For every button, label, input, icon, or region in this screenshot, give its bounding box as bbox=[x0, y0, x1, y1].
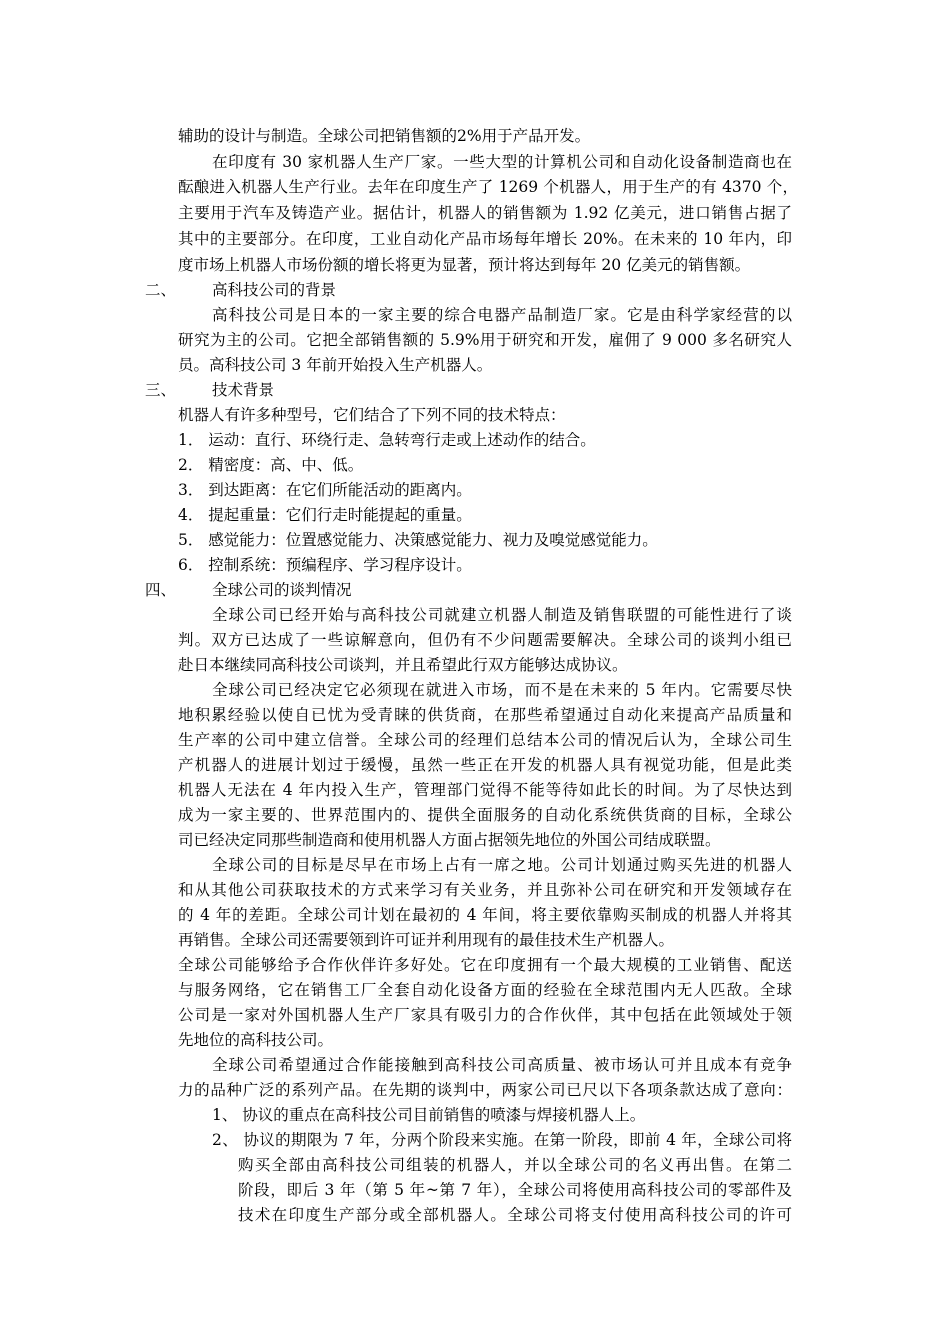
text-line: 成为一家主要的、世界范围内的、提供全面服务的自动化系统供货商的目标，全球公 bbox=[178, 806, 792, 824]
text-line: 判。双方已达成了一些谅解意向，但仍有不少问题需要解决。全球公司的谈判小组已 bbox=[178, 631, 792, 649]
section-number: 二、 bbox=[145, 281, 177, 299]
list-item: 2． 精密度：高、中、低。 bbox=[178, 456, 364, 474]
section-heading: 全球公司的谈判情况 bbox=[212, 581, 352, 599]
text-line: 公司是一家对外国机器人生产厂家具有吸引力的合作伙伴，其中包括在此领域处于领 bbox=[178, 1006, 792, 1024]
text-line: 技术在印度生产部分或全部机器人。全球公司将支付使用高科技公司的许可 bbox=[238, 1206, 792, 1224]
text-line: 高科技公司是日本的一家主要的综合电器产品制造厂家。它是由科学家经营的以 bbox=[212, 306, 792, 324]
text-line: 全球公司已经开始与高科技公司就建立机器人制造及销售联盟的可能性进行了谈 bbox=[212, 606, 792, 624]
text-line: 生产率的公司中建立信誉。全球公司的经理们总结本公司的情况后认为，全球公司生 bbox=[178, 731, 792, 749]
list-item: 3． 到达距离：在它们所能活动的距离内。 bbox=[178, 481, 472, 499]
text-line: 研究为主的公司。它把全部销售额的 5.9%用于研究和开发，雇佣了 9 000 多名研究人 bbox=[178, 331, 792, 349]
text-line: 机器人有许多种型号，它们结合了下列不同的技术特点： bbox=[178, 406, 566, 424]
text-line: 购买全部由高科技公司组装的机器人，并以全球公司的名义再出售。在第二 bbox=[238, 1156, 792, 1174]
text-line: 在印度有 30 家机器人生产厂家。一些大型的计算机公司和自动化设备制造商也在 bbox=[212, 153, 792, 171]
list-item: 2、 协议的期限为 7 年，分两个阶段来实施。在第一阶段，即前 4 年，全球公司将 bbox=[212, 1131, 792, 1149]
section-heading: 高科技公司的背景 bbox=[212, 281, 337, 299]
text-line: 司已经决定同那些制造商和使用机器人方面占据领先地位的外国公司结成联盟。 bbox=[178, 831, 721, 849]
text-line: 度市场上机器人市场份额的增长将更为显著，预计将达到每年 20 亿美元的销售额。 bbox=[178, 256, 751, 274]
text-line: 其中的主要部分。在印度，工业自动化产品市场每年增长 20%。在未来的 10 年内，印 bbox=[178, 230, 792, 248]
text-line: 先地位的高科技公司。 bbox=[178, 1031, 334, 1049]
text-line: 员。高科技公司 3 年前开始投入生产机器人。 bbox=[178, 356, 493, 374]
section-heading: 技术背景 bbox=[212, 381, 275, 399]
text-line: 全球公司已经决定它必须现在就进入市场，而不是在未来的 5 年内。它需要尽快 bbox=[212, 681, 792, 699]
text-line: 和从其他公司获取技术的方式来学习有关业务，并且弥补公司在研究和开发领域存在 bbox=[178, 881, 792, 899]
section-number: 三、 bbox=[145, 381, 177, 399]
list-item: 6． 控制系统：预编程序、学习程序设计。 bbox=[178, 556, 472, 574]
text-line: 产机器人的进展计划过于缓慢，虽然一些正在开发的机器人具有视觉功能，但是此类 bbox=[178, 756, 792, 774]
text-line: 阶段，即后 3 年（第 5 年~第 7 年），全球公司将使用高科技公司的零部件及 bbox=[238, 1181, 792, 1199]
text-line: 主要用于汽车及铸造产业。据估计，机器人的销售额为 1.92 亿美元，进口销售占据了 bbox=[178, 204, 792, 222]
section-number: 四、 bbox=[145, 581, 177, 599]
text-line: 辅助的设计与制造。全球公司把销售额的2%用于产品开发。 bbox=[178, 127, 591, 145]
list-item: 5． 感觉能力：位置感觉能力、决策感觉能力、视力及嗅觉感觉能力。 bbox=[178, 531, 658, 549]
text-line: 酝酿进入机器人生产行业。去年在印度生产了 1269 个机器人，用于生产的有 4370 个， bbox=[178, 178, 798, 196]
text-line: 全球公司能够给予合作伙伴许多好处。它在印度拥有一个最大规模的工业销售、配送 bbox=[178, 956, 792, 974]
list-item: 1． 运动：直行、环绕行走、急转弯行走或上述动作的结合。 bbox=[178, 431, 596, 449]
list-item: 1、 协议的重点在高科技公司目前销售的喷漆与焊接机器人上。 bbox=[212, 1106, 646, 1124]
text-line: 的 4 年的差距。全球公司计划在最初的 4 年间，将主要依靠购买制成的机器人并将其 bbox=[178, 906, 792, 924]
list-item: 4． 提起重量：它们行走时能提起的重量。 bbox=[178, 506, 472, 524]
text-line: 与服务网络，它在销售工厂全套自动化设备方面的经验在全球范围内无人匹敌。全球 bbox=[178, 981, 792, 999]
text-line: 赴日本继续同高科技公司谈判，并且希望此行双方能够达成协议。 bbox=[178, 656, 628, 674]
text-line: 力的品种广泛的系列产品。在先期的谈判中，两家公司已尺以下各项条款达成了意向： bbox=[178, 1081, 792, 1099]
text-line: 机器人无法在 4 年内投入生产，管理部门觉得不能等待如此长的时间。为了尽快达到 bbox=[178, 781, 792, 799]
text-line: 再销售。全球公司还需要领到许可证并利用现有的最佳技术生产机器人。 bbox=[178, 931, 675, 949]
text-line: 全球公司希望通过合作能接触到高科技公司高质量、被市场认可并且成本有竞争 bbox=[212, 1056, 792, 1074]
text-line: 地积累经验以使自已忧为受青睐的供货商，在那些希望通过自动化来提高产品质量和 bbox=[178, 706, 792, 724]
text-line: 全球公司的目标是尽早在市场上占有一席之地。公司计划通过购买先进的机器人 bbox=[212, 856, 792, 874]
